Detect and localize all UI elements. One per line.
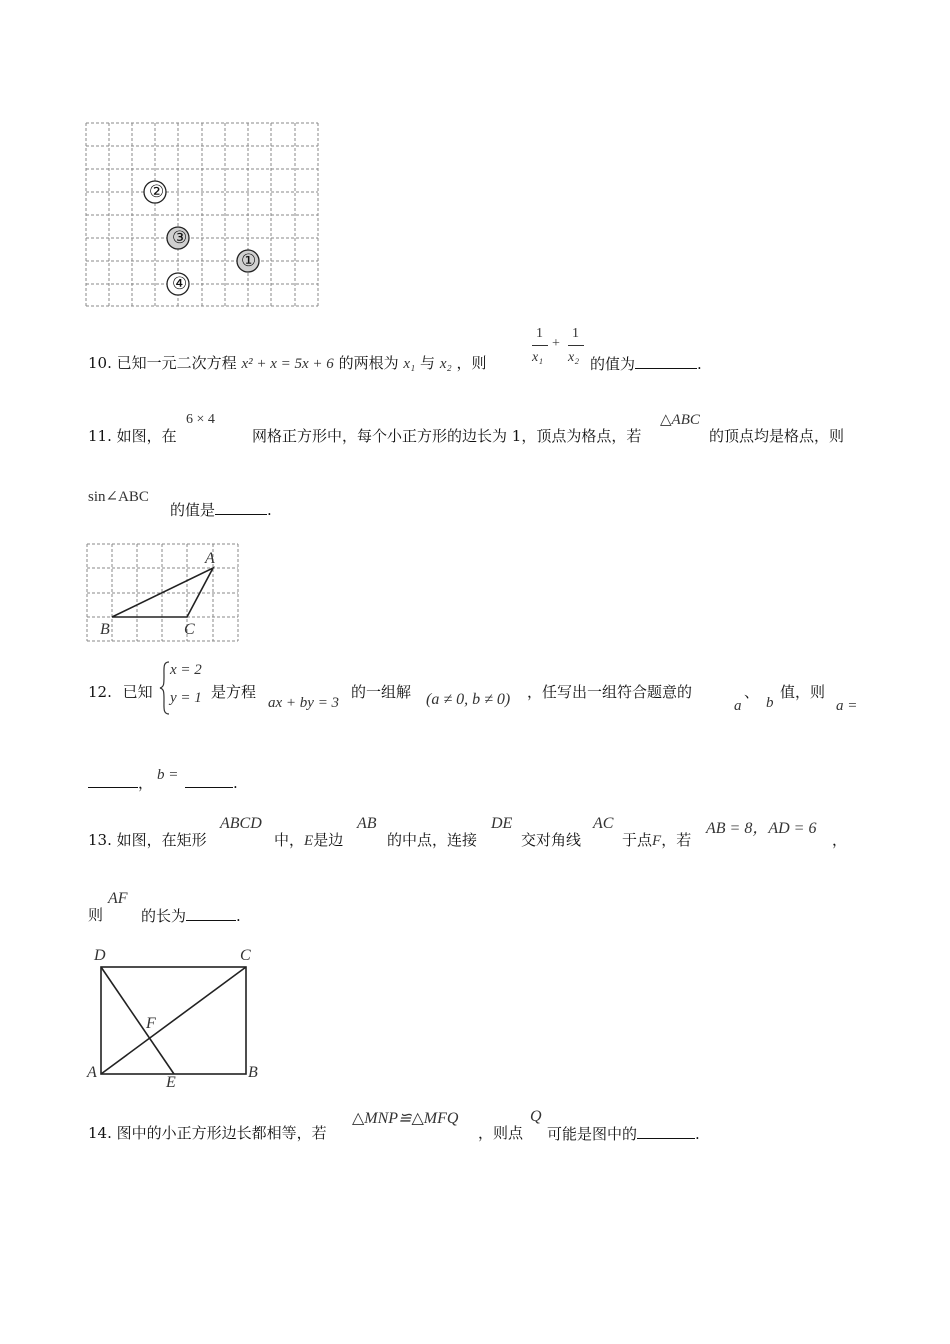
q13-text-6: 于点: [622, 831, 653, 849]
fig11-label-b: B: [100, 621, 110, 638]
q14-congruence: △MNP≌△MFQ: [352, 1110, 459, 1127]
q14-answer-blank[interactable]: [637, 1124, 695, 1139]
fig13-label-d: D: [94, 947, 106, 964]
q13-text-2: 中，: [274, 831, 305, 849]
q13-segment-af: AF: [108, 890, 128, 907]
q10-fraction-sum: [530, 326, 590, 372]
rectangle-abcd-figure: [96, 962, 252, 1080]
q12-b-answer-blank[interactable]: [185, 773, 233, 788]
fig13-label-c: C: [240, 947, 251, 964]
q13-point-f: F: [652, 833, 662, 849]
q11-number: 11.: [88, 427, 112, 445]
q14-point-q: Q: [530, 1108, 542, 1125]
q10-frac1-numerator: 1: [536, 326, 543, 341]
q13-diagonal-ac: AC: [593, 815, 614, 832]
q12-b-answer: [185, 773, 238, 792]
q11-grid-size: 6 × 4: [186, 412, 215, 427]
fig11-label-a: A: [205, 550, 215, 567]
q10-tail: [590, 354, 702, 373]
q10-frac1-denominator: x₁: [532, 350, 544, 365]
q12-condition: (a ≠ 0, b ≠ 0): [426, 691, 511, 708]
q13-period: .: [236, 907, 241, 925]
q12-b-equals: b =: [157, 767, 179, 783]
fig13-label-e: E: [166, 1074, 176, 1091]
q13-text-9: 则: [88, 906, 104, 924]
fig13-label-f: F: [146, 1015, 156, 1032]
q12-var-a: a: [734, 698, 742, 714]
q12-period: .: [233, 774, 238, 792]
q10-period: .: [697, 355, 702, 373]
q13-text-8: ，: [832, 831, 848, 849]
q12-comma: ，: [138, 774, 154, 792]
q14-text-3: 可能是图中的: [547, 1125, 638, 1143]
q13-segment-ab: AB: [357, 815, 377, 832]
q13-text-7: ，若: [661, 831, 692, 849]
q10-x2: x₂: [439, 356, 452, 372]
q14-line-tail: [547, 1124, 700, 1143]
q14-period: .: [695, 1125, 700, 1143]
q12-system-eq-1: x = 2: [170, 662, 202, 678]
q12-a-equals: a =: [836, 698, 858, 714]
q10-text-4: ，则: [456, 354, 487, 372]
q13-line-1-mid: [274, 831, 343, 850]
circle-4-label: ④: [172, 274, 188, 294]
circle-1-label: ①: [241, 251, 257, 271]
q11-sin-expression: [88, 486, 149, 506]
q13-line-2: [141, 906, 241, 925]
fig13-label-a: A: [87, 1064, 97, 1081]
question-10: [88, 354, 486, 373]
q14-text-2: ，则点: [478, 1124, 524, 1142]
q11-answer-blank[interactable]: [215, 500, 267, 515]
q11-number-line: [88, 427, 177, 445]
q12-text-2: 是方程: [211, 683, 257, 701]
q13-text-5: 交对角线: [521, 831, 582, 849]
q12-text-3: 的一组解: [351, 683, 412, 701]
segment-de-line: [101, 967, 174, 1074]
q12-line-2: [88, 773, 153, 792]
q12-equation: ax + by = 3: [268, 695, 340, 711]
q12-a-answer-blank[interactable]: [88, 773, 138, 788]
q12-number-line: [88, 683, 153, 701]
fig13-label-b: B: [248, 1064, 258, 1081]
q13-number-line: [88, 831, 207, 849]
q14-text-1: 图中的小正方形边长都相等，若: [116, 1124, 327, 1142]
q13-segment-de: DE: [491, 815, 513, 832]
q13-point-e: E: [304, 833, 314, 849]
q11-triangle: △ABC: [660, 412, 700, 428]
q12-separator: 、: [744, 683, 760, 701]
q12-system-eq-2: y = 1: [170, 690, 202, 706]
q10-frac2-bar: [568, 345, 584, 346]
q12-text-5: 值，则: [780, 683, 826, 701]
q12-text-1: 已知: [122, 683, 153, 701]
diagonal-ac-line: [101, 967, 246, 1074]
q10-plus: +: [552, 336, 560, 351]
q10-x1: x₁: [403, 356, 416, 372]
q14-number: 14.: [88, 1124, 112, 1142]
q10-frac2-denominator: x₂: [568, 350, 580, 365]
q11-text-4: 的值是: [170, 501, 216, 519]
q11-period: .: [267, 501, 272, 519]
q10-text-3: 与: [420, 354, 436, 372]
q13-line-1-tail: [622, 831, 691, 850]
q13-text-1: 如图，在矩形: [116, 831, 207, 849]
q11-text-3: 的顶点均是格点，则: [709, 427, 845, 445]
q11-sin: sin∠ABC: [88, 489, 149, 505]
q10-text-1: 已知一元二次方程: [116, 354, 237, 372]
fig11-label-c: C: [184, 621, 195, 638]
q13-text-3: 是边: [313, 831, 344, 849]
q13-rect-abcd: ABCD: [220, 815, 262, 832]
circle-2-label: ②: [149, 182, 165, 202]
q10-text-2: 的两根为: [338, 354, 399, 372]
q12-text-4: ，任写出一组符合题意的: [527, 683, 693, 701]
q10-answer-blank[interactable]: [635, 354, 697, 369]
q13-text-10: 的长为: [141, 907, 187, 925]
q10-frac1-bar: [532, 345, 548, 346]
q10-text-5: 的值为: [590, 355, 636, 373]
q13-answer-blank[interactable]: [186, 906, 236, 921]
q10-frac2-numerator: 1: [572, 326, 579, 341]
q12-var-b: b: [766, 695, 774, 711]
q13-number: 13.: [88, 831, 112, 849]
q13-given-lengths: AB = 8，AD = 6: [706, 820, 817, 837]
q10-equation: x² + x = 5x + 6: [241, 356, 334, 372]
q12-number: 12.: [88, 683, 112, 701]
q11-text-2: 网格正方形中，每个小正方形的边长为 1，顶点为格点，若: [252, 427, 642, 445]
q11-text-1: 如图，在: [116, 427, 177, 445]
q13-text-4: 的中点，连接: [387, 831, 478, 849]
circle-3-label: ③: [172, 228, 188, 248]
q11-line-2: [170, 500, 272, 519]
q14-number-line: [88, 1124, 327, 1142]
circled-number-grid-figure: [85, 121, 321, 309]
q10-number: 10.: [88, 354, 112, 372]
